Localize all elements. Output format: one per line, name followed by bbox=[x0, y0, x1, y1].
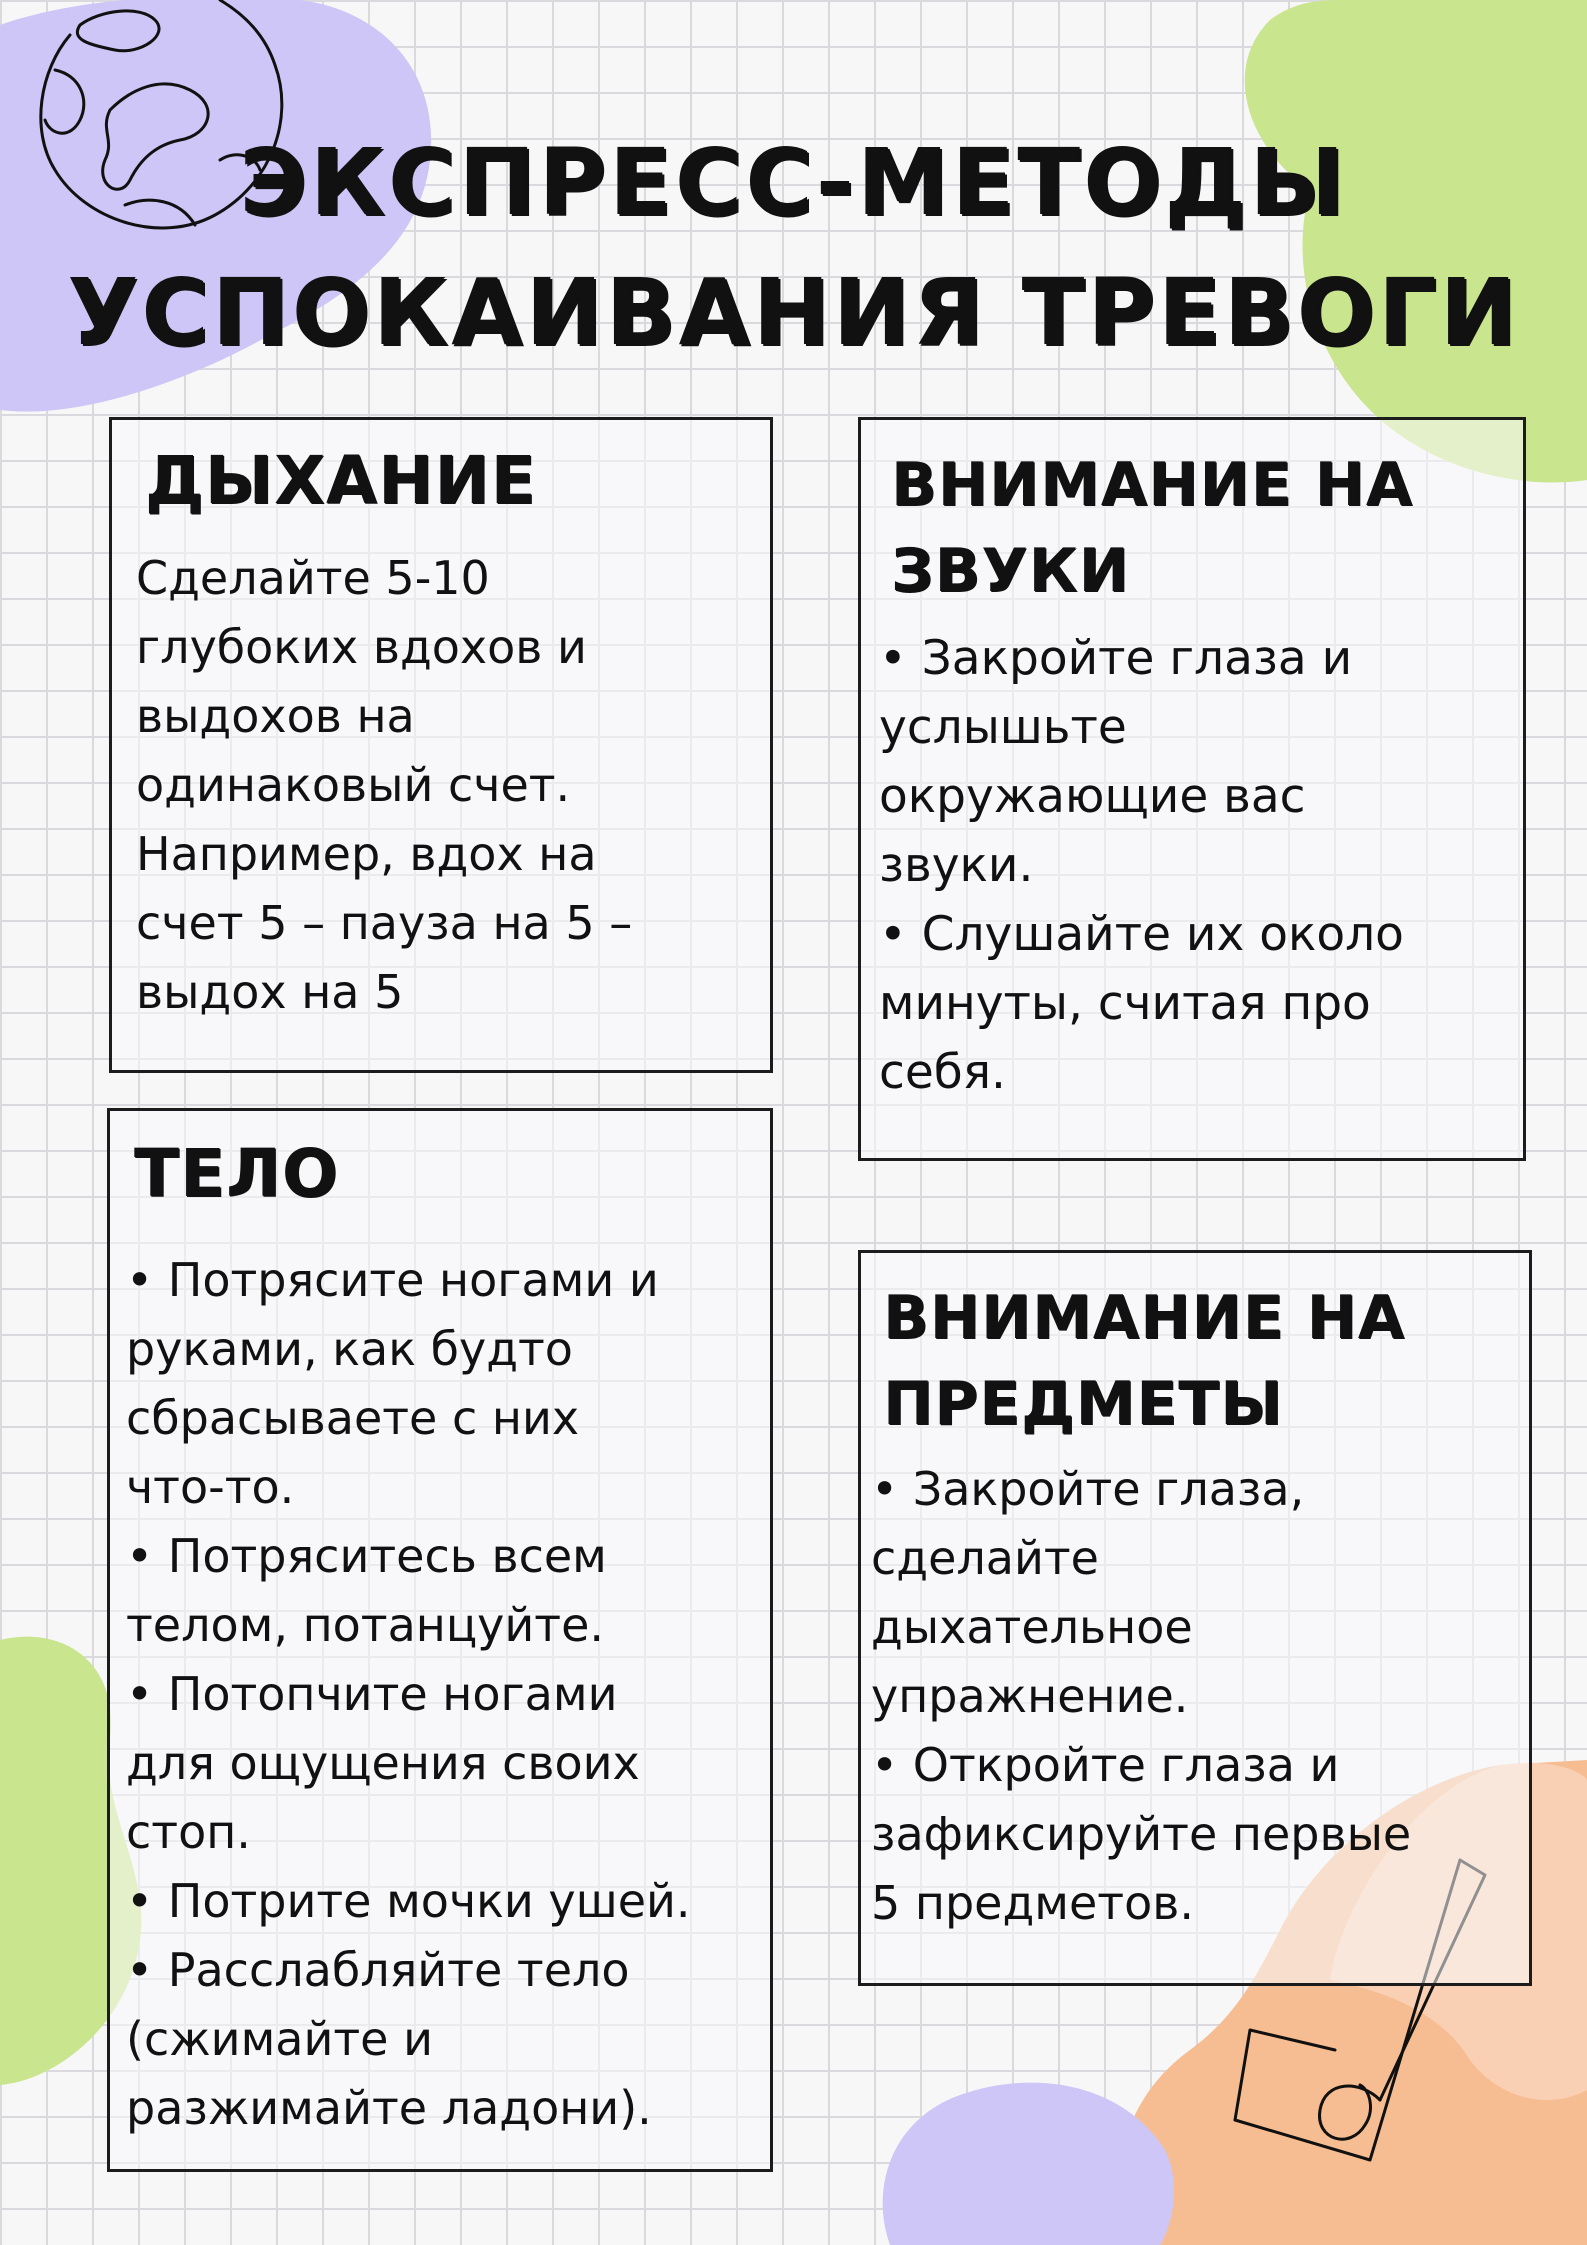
card-body-heading: ТЕЛО bbox=[134, 1135, 340, 1212]
card-sounds-heading: ВНИМАНИЕ НА ЗВУКИ bbox=[891, 450, 1414, 606]
title-line-1: ЭКСПРЕСС-МЕТОДЫ bbox=[239, 129, 1348, 236]
card-objects-heading: ВНИМАНИЕ НА ПРЕДМЕТЫ bbox=[883, 1283, 1406, 1439]
card-objects bbox=[858, 1250, 1532, 1986]
card-body-text: • Потрясите ногами и руками, как будто сбрасываете с них что-то. • Потряситесь всем телом, потанцуйте. • Потопчите ногами для ощущения своих стоп. • Потрите мочки ушей. • Расслабляйте тело (сжимайте и разжимайте ладони). bbox=[126, 1253, 691, 2135]
card-breathing bbox=[109, 417, 773, 1073]
lavender-blob-bottom bbox=[870, 2070, 1180, 2245]
card-objects-text: • Закройте глаза, сделайте дыхательное упражнение. • Откройте глаза и зафиксируйте первые 5 предметов. bbox=[871, 1462, 1412, 1930]
card-body bbox=[107, 1108, 773, 2172]
title-line-2: УСПОКАИВАНИЯ ТРЕВОГИ bbox=[67, 259, 1520, 366]
card-sounds-text: • Закройте глаза и услышьте окружающие вас звуки. • Слушайте их около минуты, считая про себя. bbox=[879, 631, 1404, 1100]
page-title bbox=[0, 118, 1587, 378]
card-breathing-text: Сделайте 5-10 глубоких вдохов и выдохов на одинаковый счет. Например, вдох на счет 5 – пауза на 5 – выдох на 5 bbox=[136, 551, 633, 1019]
card-breathing-heading: ДЫХАНИЕ bbox=[145, 442, 537, 519]
card-sounds bbox=[858, 417, 1526, 1161]
